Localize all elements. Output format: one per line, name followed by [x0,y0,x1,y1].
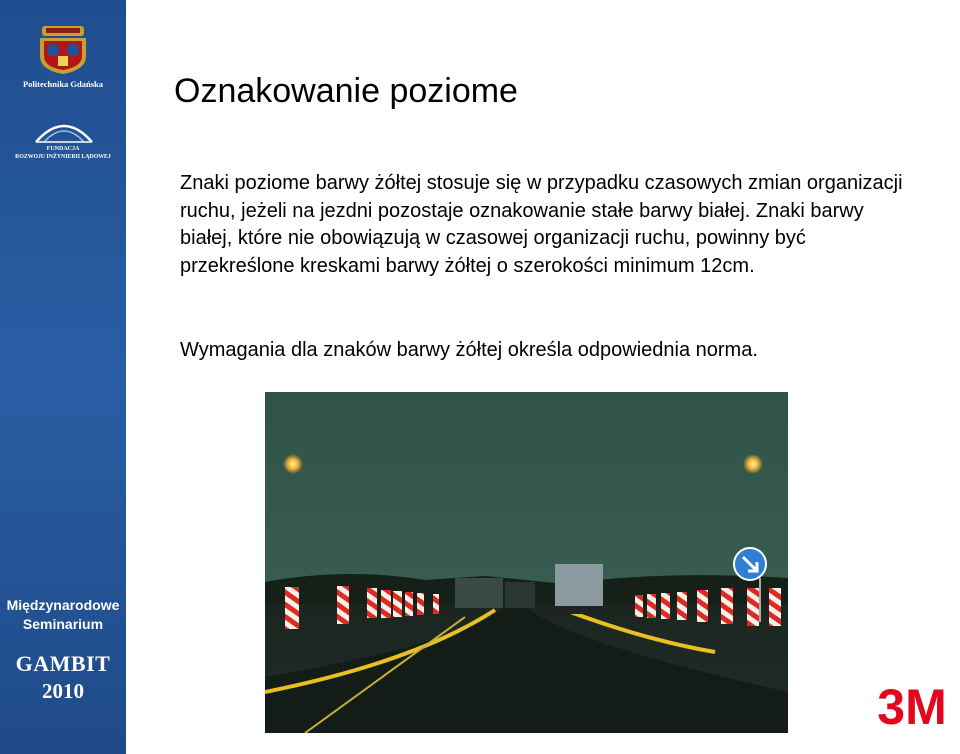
foundation-bridge-logo-icon [34,116,94,146]
event-year: 2010 [42,679,84,703]
university-name: Politechnika Gdańska [22,79,104,89]
university-crest-icon [36,26,90,74]
foundation-name-line2: ROZWOJU INŻYNIERII LĄDOWEJ [15,154,111,160]
foundation-name-line1: FUNDACJA [46,146,80,152]
event-name: GAMBIT [15,651,111,676]
slide-paragraph-2: Wymagania dla znaków barwy żółtej określa odpowiednia norma. [180,339,758,361]
slide-paragraph-1: Znaki poziome barwy żółtej stosuje się w przypadku czasowych zmian organizacji ruchu, jeżeli na jezdni pozostaje oznakowanie stałe barwy białej. Znaki barwy białej, które nie obowiązują w czasowej organizacji ruchu, powinny być przekreślone kreskami barwy żółtej o szerokości minimum 12cm. [180,172,903,277]
slide-title: Oznakowanie poziome [174,72,518,110]
seminar-title-line1: Międzynarodowe [6,597,120,613]
seminar-title-line2: Seminarium [22,616,104,632]
road-works-night-photo [265,392,788,733]
svg-text:3M: 3M [877,680,947,730]
3m-logo-icon [866,680,958,730]
sidebar [0,0,126,754]
